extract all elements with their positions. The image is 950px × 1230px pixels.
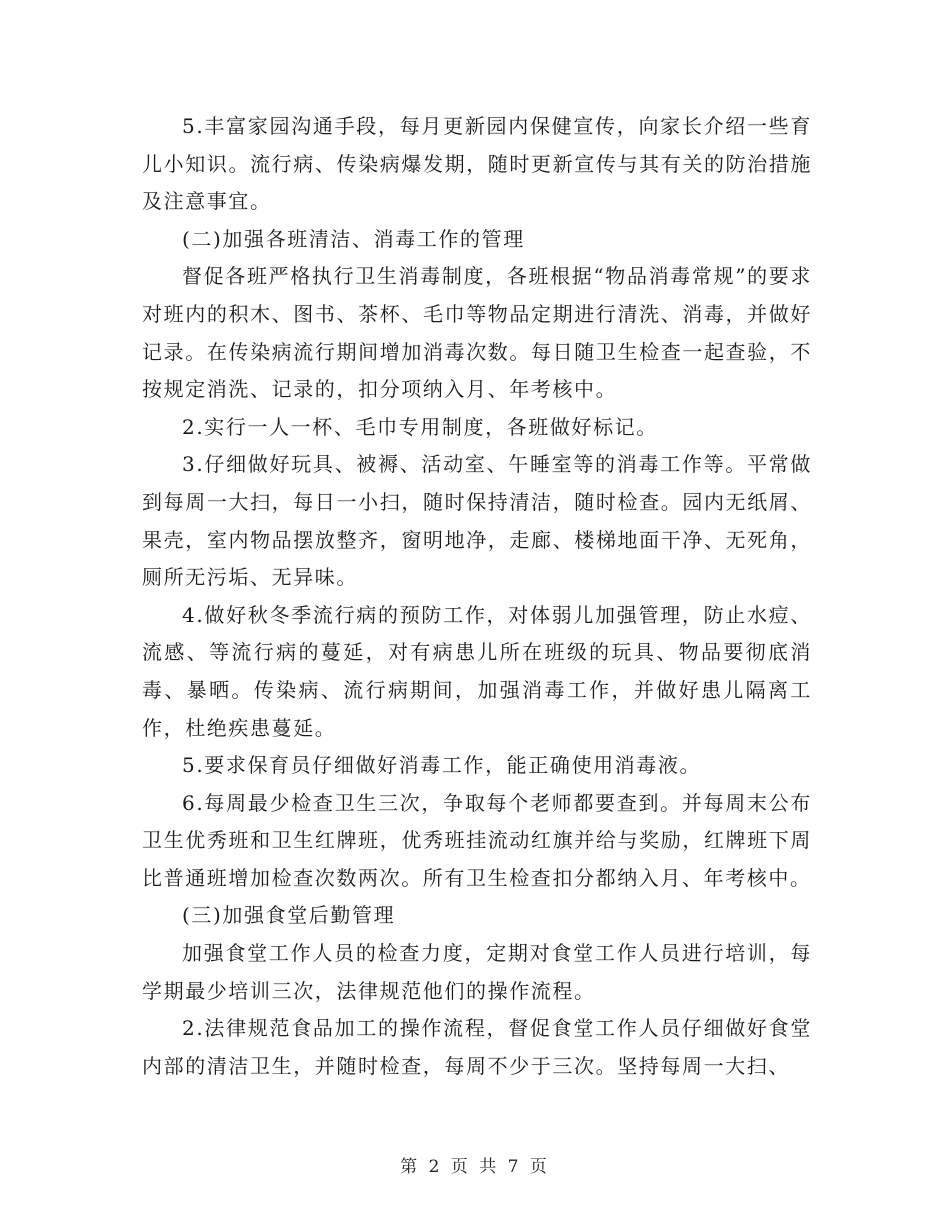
page-number-footer: 第 2 页 共 7 页	[400, 1157, 550, 1177]
section-heading-cleaning-management: (二)加强各班清洁、消毒工作的管理	[182, 226, 525, 251]
paragraph-disinfection-supervision: 督促各班严格执行卫生消毒制度，各班根据“物品消毒常规”的要求对班内的积木、图书、茶杯、毛巾等物品定期进行清洗、消毒，并做好记录。在传染病流行期间增加消毒次数。每日随卫生检查一起查验，不按规定消洗、记录的，扣分项纳入月、年考核中。	[142, 264, 812, 402]
paragraph-item-4-epidemic-prevention: 4.做好秋冬季流行病的预防工作，对体弱儿加强管理，防止水痘、流感、等流行病的蔓延，对有病患儿所在班级的玩具、物品要彻底消毒、暴晒。传染病、流行病期间，加强消毒工作，并做好患儿隔离工作，杜绝疾患蔓延。	[142, 602, 812, 740]
document-body	[142, 108, 812, 1085]
paragraph-item-5-caregiver-disinfection: 5.要求保育员仔细做好消毒工作，能正确使用消毒液。	[182, 753, 702, 778]
paragraph-canteen-training: 加强食堂工作人员的检查力度，定期对食堂工作人员进行培训，每学期最少培训三次，法律规范他们的操作流程。	[142, 941, 812, 1003]
paragraph-item-2-cup-towel: 2.实行一人一杯、毛巾专用制度，各班做好标记。	[182, 414, 658, 439]
paragraph-item-5-home-communication: 5.丰富家园沟通手段，每月更新园内保健宣传，向家长介绍一些育儿小知识。流行病、传染病爆发期，随时更新宣传与其有关的防治措施及注意事宜。	[142, 114, 812, 214]
paragraph-item-6-weekly-inspection: 6.每周最少检查卫生三次，争取每个老师都要查到。并每周末公布卫生优秀班和卫生红牌班，优秀班挂流动红旗并给与奖励，红牌班下周比普通班增加检查次数两次。所有卫生检查扣分都纳入月、年考核中。	[142, 790, 812, 890]
paragraph-item-2-food-processing: 2.法律规范食品加工的操作流程，督促食堂工作人员仔细做好食堂内部的清洁卫生，并随时检查，每周不少于三次。坚持每周一大扫、	[142, 1016, 812, 1078]
section-heading-canteen-management: (三)加强食堂后勤管理	[182, 903, 396, 928]
paragraph-item-3-toys-disinfection: 3.仔细做好玩具、被褥、活动室、午睡室等的消毒工作等。平常做到每周一大扫，每日一小扫，随时保持清洁，随时检查。园内无纸屑、果壳，室内物品摆放整齐，窗明地净，走廊、楼梯地面干净、无死角，厕所无污垢、无异味。	[142, 452, 812, 590]
